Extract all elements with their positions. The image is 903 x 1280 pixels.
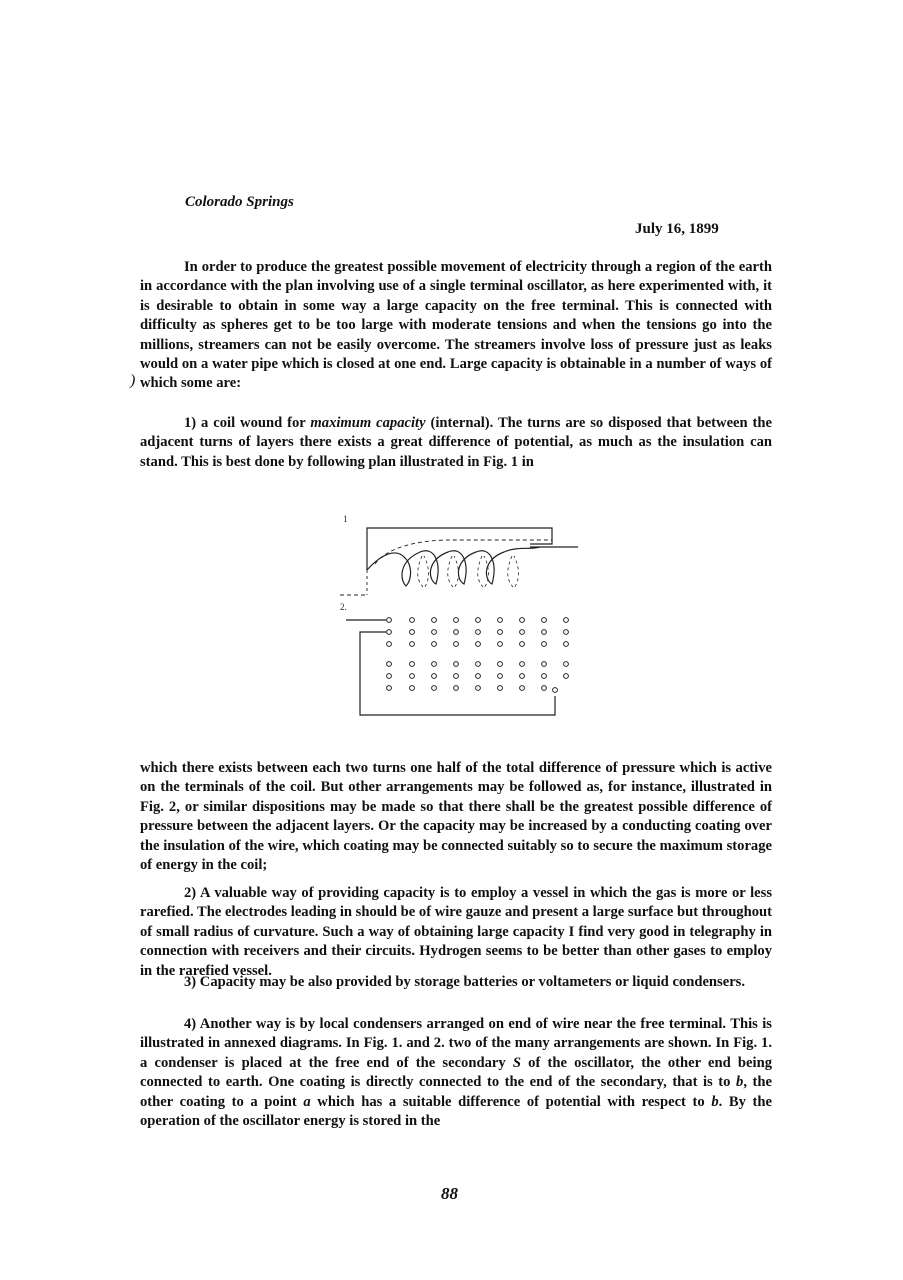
paragraph-item-3: 3) Capacity may be also provided by storage batteries or voltameters or liquid condensers.	[184, 974, 746, 990]
item-4-text-b: of the oscillator, the other end being connected to earth. One coating is directly connected to the end of the secondary, that is to	[140, 1054, 772, 1091]
coil-winding-figure	[330, 510, 590, 725]
page-number: 88	[441, 1184, 458, 1203]
margin-mark: )	[130, 372, 136, 389]
item-4-text-c: , the other coating to a point	[140, 1074, 772, 1110]
fig-1-coil	[340, 528, 578, 595]
item-4-var-a: a	[303, 1093, 311, 1110]
paragraph-item-1	[140, 414, 772, 472]
item-1-text-start: 1) a coil wound for	[184, 415, 311, 431]
fig-2-turns	[387, 618, 569, 693]
coil-winding-diagram	[330, 510, 590, 725]
paragraph-item-1-continued: which there exists between each two turns one half of the total difference of pressure which is active on the terminals of the coil. But other arrangements may be followed as, for instance, illustrated in Fig. 2, or similar dispositions may be made so that there shall be the greatest possible difference of pressure between the adjacent layers. Or the capacity may be increased by a conducting coating over the insulation of the wire, which coating may be connected suitably so to secure the maximum storage of energy in the coil;	[140, 760, 772, 874]
date-heading: July 16, 1899	[635, 221, 719, 237]
item-1-italic: maximum capacity	[310, 415, 426, 431]
paragraph-item-4	[140, 1015, 772, 1131]
fig-2-label: 2.	[340, 602, 347, 612]
paragraph-item-2: 2) A valuable way of providing capacity is to employ a vessel in which the gas is more or less rarefied. The electrodes leading in should be of wire gauze and present a large surface but throughout of small radius of curvature. Such a way of obtaining large capacity I find very good in telegraphy in connection with receivers and their circuits. Hydrogen seems to be better than other gases to employ in the rarefied vessel.	[140, 885, 772, 979]
item-4-var-s: S	[512, 1054, 521, 1071]
fig-1-label: 1	[343, 514, 348, 524]
item-4-text-e: . By the operation of the oscillator energy is stored in the	[140, 1093, 772, 1130]
item-4-var-b2: b	[711, 1093, 719, 1110]
item-4-var-b: b	[736, 1074, 744, 1091]
paragraph-intro: In order to produce the greatest possible movement of electricity through a region of the earth in accordance with the plan involving use of a single terminal oscillator, as here experimented with, it is desirable to obtain in some way a large capacity on the free terminal. This is connected with difficulty as spheres get to be too large with moderate tensions and when the tensions go into the millions, streamers can not be easily overcome. The streamers involve loss of pressure just as leaks would on a water pipe which is closed at one end. Large capacity is obtainable in a number of ways of which some are:	[140, 259, 772, 392]
item-1-text-end: (internal). The turns are so disposed that between the adjacent turns of layers there exists a great difference of potential, as much as the insulation can stand. This is best done by following plan illustrated in Fig. 1 in	[140, 415, 772, 470]
item-4-text-a: 4) Another way is by local condensers arranged on end of wire near the free terminal. This is illustrated in annexed diagrams. In Fig. 1. and 2. two of the many arrangements are shown. In Fig. 1. a condenser is placed at the free end of the secondary	[140, 1016, 772, 1071]
item-4-text-d: which has a suitable difference of potential with respect to	[310, 1093, 712, 1110]
place-heading: Colorado Springs	[185, 194, 294, 210]
